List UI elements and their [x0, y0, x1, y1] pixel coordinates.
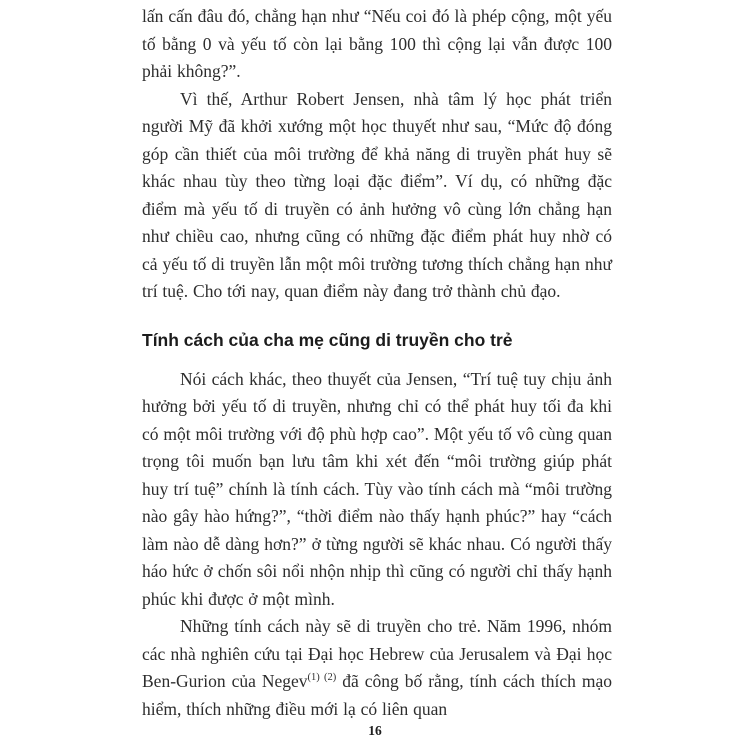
paragraph-research-1996 [142, 613, 612, 723]
paragraph-personality-environment: Nói cách khác, theo thuyết của Jensen, “Trí tuệ tuy chịu ảnh hưởng bởi yếu tố di truyền, nhưng chỉ có thể phát huy tối đa khi có một môi trường với độ phù hợp cao”. Một yếu tố vô cùng quan trọng tôi muốn bạn lưu tâm khi xét đến “môi trường giúp phát huy trí tuệ” chính là tính cách. Tùy vào tính cách mà “môi trường nào gây hào hứng?”, “thời điểm nào thấy hạnh phúc?” hay “cách làm nào dễ dàng hơn?” ở từng người sẽ khác nhau. Có người thấy háo hức ở chốn sôi nổi nhộn nhịp thì cũng có người chỉ thấy hạnh phúc khi được ở một mình. [142, 368, 612, 609]
paragraph-jensen-theory: Vì thế, Arthur Robert Jensen, nhà tâm lý học phát triển người Mỹ đã khởi xướng một học thuyết như sau, “Mức độ đóng góp cần thiết của môi trường để khả năng di truyền phát huy sẽ khác nhau tùy theo từng loại đặc điểm”. Ví dụ, có những đặc điểm mà yếu tố di truyền có ảnh hưởng vô cùng lớn chẳng hạn như chiều cao, nhưng cũng có những đặc điểm phát huy nhờ có cả yếu tố di truyền lẫn một môi trường tương thích chẳng hạn như trí tuệ. Cho tới nay, quan điểm này đang trở thành chủ đạo. [142, 88, 612, 301]
paragraph-research-text-after: đã công bố rằng, tính cách thích mạo hiểm, thích những điều mới lạ có liên quan [142, 671, 612, 719]
paragraph-continuation: lấn cấn đâu đó, chẳng hạn như “Nếu coi đó là phép cộng, một yếu tố bằng 0 và yếu tố còn lại bằng 100 thì cộng lại vẫn được 100 phải không?”. [142, 6, 612, 81]
text-column [142, 3, 612, 723]
paragraph-research-text-before: Những tính cách này sẽ di truyền cho trẻ. Năm 1996, nhóm các nhà nghiên cứu tại Đại học Hebrew của Jerusalem và Đại học Ben-Gurion của Negev [142, 616, 612, 691]
page-number: 16 [368, 723, 382, 738]
footnote-reference: (1) (2) [307, 672, 337, 684]
section-heading: Tính cách của cha mẹ cũng di truyền cho trẻ [142, 329, 513, 350]
